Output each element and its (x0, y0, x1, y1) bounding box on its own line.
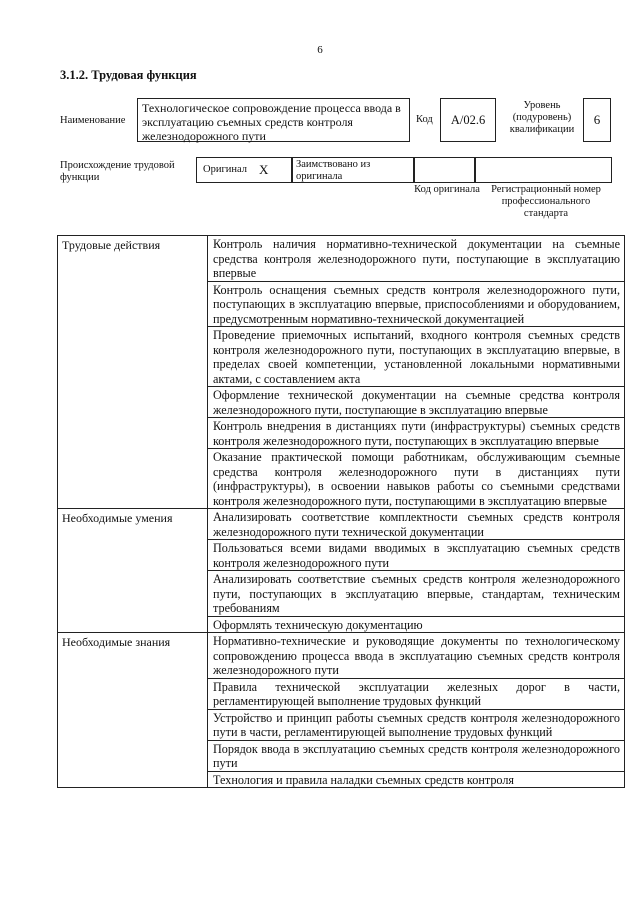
page-number: 6 (317, 44, 323, 56)
borrowed-cell (292, 157, 414, 183)
code-box (440, 98, 496, 142)
function-details-table (57, 235, 625, 788)
borrowed-label: Заимствовано из оригинала (296, 159, 371, 182)
function-name-value: Технологическое сопровождение процесса ввода в эксплуатацию съемных средств контроля железнодорожного пути (142, 101, 401, 143)
original-cell (196, 157, 292, 183)
table-row (58, 633, 625, 788)
list-item: Устройство и принцип работы съемных средств контроля железнодорожного пути в части, регламентирующей выполнение трудовых функций (208, 709, 624, 740)
page-bottom-margin (0, 836, 640, 905)
code-original-caption: Код оригинала (414, 184, 480, 195)
section-title: 3.1.2. Трудовая функция (60, 68, 197, 82)
level-label: Уровень (подуровень) квалификации (509, 100, 575, 135)
list-item: Проведение приемочных испытаний, входного контроля съемных средств контроля железнодорожного пути, поступающих в эксплуатацию впервые, в пределах своей компетенции, установленной локальными нормативными актами, с составлением акта (208, 326, 624, 386)
list-item: Оформление технической документации на съемные средства контроля железнодорожного пути, поступающие в эксплуатацию впервые (208, 386, 624, 417)
level-box (583, 98, 611, 142)
table-row (58, 509, 625, 633)
original-mark: X (259, 162, 269, 177)
table-row (58, 236, 625, 509)
list-item: Порядок ввода в эксплуатацию съемных средств контроля железнодорожного пути (208, 740, 624, 771)
list-item: Контроль оснащения съемных средств контроля железнодорожного пути, поступающих в эксплуатацию впервые, приспособлениями и оборудованием, предусмотренным нормативно-технической документацией (208, 281, 624, 327)
required-skills-cell (208, 509, 625, 633)
list-item: Правила технической эксплуатации железных дорог в части, регламентирующей выполнение трудовых функций (208, 678, 624, 709)
reg-number-cell (475, 157, 612, 183)
labor-actions-label: Трудовые действия (58, 236, 208, 509)
level-value: 6 (593, 112, 601, 127)
labor-actions-cell (208, 236, 625, 509)
reg-number-caption: Регистрационный номер профессионального стандарта (491, 184, 601, 219)
original-label: Оригинал (203, 164, 247, 175)
required-knowledge-label: Необходимые знания (58, 633, 208, 788)
list-item: Нормативно-технические и руководящие документы по технологическому сопровождению процесса ввода в эксплуатацию съемных средств контроля железнодорожного пути (213, 634, 620, 677)
origin-label: Происхождение трудовой функции (60, 160, 175, 183)
function-name-box (137, 98, 410, 142)
origin-row (196, 157, 612, 183)
list-item: Анализировать соответствие комплектности съемных средств контроля железнодорожного пути технической документации (213, 510, 620, 539)
code-label: Код (416, 114, 433, 125)
code-value: А/02.6 (450, 112, 486, 127)
list-item: Оказание практической помощи работникам, обслуживающим съемные средства контроля железнодорожного пути в дистанциях пути (инфраструктуры), в освоении навыков работы со съемными средствами контроля железнодорожного пути, поступающими в эксплуатацию впервые (208, 448, 624, 508)
list-item: Оформлять техническую документацию (208, 616, 624, 633)
list-item: Пользоваться всеми видами вводимых в эксплуатацию съемных средств контроля железнодорожного пути (208, 539, 624, 570)
list-item: Анализировать соответствие съемных средств контроля железнодорожного пути, поступающих в эксплуатацию впервые, стандартам, техническим требованиям (208, 570, 624, 616)
required-knowledge-cell (208, 633, 625, 788)
list-item: Технология и правила наладки съемных средств контроля (208, 771, 624, 788)
name-label: Наименование (60, 115, 126, 126)
code-original-cell (414, 157, 475, 183)
required-skills-label: Необходимые умения (58, 509, 208, 633)
list-item: Контроль внедрения в дистанциях пути (инфраструктуры) съемных средств контроля железнодорожного пути, поступающих в эксплуатацию впервые (208, 417, 624, 448)
list-item: Контроль наличия нормативно-технической документации на съемные средства контроля железнодорожного пути, поступающие в эксплуатацию впервые (213, 237, 620, 280)
